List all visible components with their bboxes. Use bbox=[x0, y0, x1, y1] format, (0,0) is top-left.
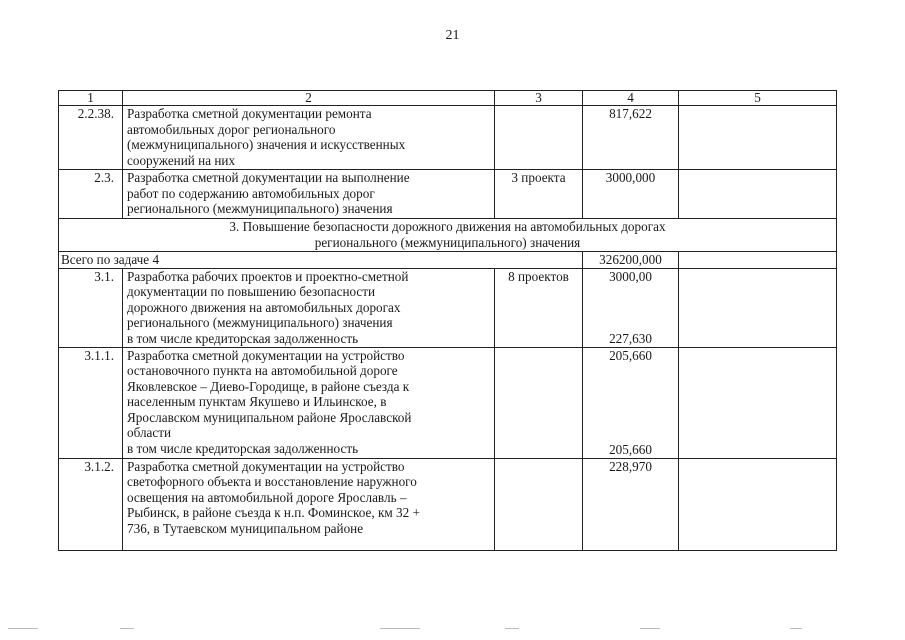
row-note bbox=[679, 170, 837, 219]
row-quantity: 3 проекта bbox=[495, 170, 583, 219]
scan-edge-marks bbox=[0, 626, 905, 632]
row-number: 3.1.1. bbox=[59, 347, 123, 458]
budget-table bbox=[58, 90, 837, 551]
amount-payables: 227,630 bbox=[609, 331, 652, 346]
amount-payables: 205,660 bbox=[609, 442, 652, 457]
row-description: Разработка сметной документации на устройство остановочного пункта на автомобильной дороге Яковлевское – Диево-Городище, в районе съезда к населенным пунктам Якушево и Ильинское, в Ярославском муниципальном районе Ярославской области в том числе кредиторская задолженность bbox=[123, 347, 495, 458]
row-note bbox=[679, 458, 837, 550]
row-description: Разработка сметной документации на выполнение работ по содержанию автомобильных дорог регионального (межмуниципального) значения bbox=[123, 170, 495, 219]
row-description: Разработка рабочих проектов и проектно-сметной документации по повышению безопасности дорожного движения на автомобильных дорогах регионального (межмуниципального) значения в том числе кредиторская задолженность bbox=[123, 268, 495, 347]
row-quantity: 8 проектов bbox=[495, 268, 583, 347]
scan-mark bbox=[790, 628, 802, 629]
row-note bbox=[679, 268, 837, 347]
row-quantity bbox=[495, 106, 583, 170]
row-quantity bbox=[495, 347, 583, 458]
row-description: Разработка сметной документации на устройство светофорного объекта и восстановление наружного освещения на автомобильной дороге Ярославль – Рыбинск, в районе съезда к н.п. Фоминское, км 32 + 736, в Тутаевском муниципальном районе bbox=[123, 458, 495, 550]
scan-mark bbox=[380, 628, 420, 629]
total-label: Всего по задаче 4 bbox=[59, 252, 583, 269]
table-row bbox=[59, 170, 837, 219]
scan-mark bbox=[640, 628, 660, 629]
column-header-2: 2 bbox=[123, 91, 495, 106]
row-description: Разработка сметной документации ремонта автомобильных дорог регионального (межмуниципального) значения и искусственных сооружений на них bbox=[123, 106, 495, 170]
row-amount: 3000,000 bbox=[583, 170, 679, 219]
row-quantity bbox=[495, 458, 583, 550]
total-row bbox=[59, 252, 837, 269]
total-amount: 326200,000 bbox=[583, 252, 679, 269]
page-number: 21 bbox=[445, 28, 460, 43]
total-note bbox=[679, 252, 837, 269]
row-amount: 817,622 bbox=[583, 106, 679, 170]
table-row bbox=[59, 106, 837, 170]
column-header-5: 5 bbox=[679, 91, 837, 106]
section-heading-row bbox=[59, 219, 837, 252]
amount-total: 3000,00 bbox=[609, 268, 652, 284]
column-header-4: 4 bbox=[583, 91, 679, 106]
scan-mark bbox=[505, 628, 519, 629]
row-amount: 228,970 bbox=[583, 458, 679, 550]
column-header-3: 3 bbox=[495, 91, 583, 106]
row-number: 3.1. bbox=[59, 268, 123, 347]
scan-mark bbox=[8, 628, 38, 629]
row-amount bbox=[583, 268, 679, 347]
table-row bbox=[59, 268, 837, 347]
column-header-1: 1 bbox=[59, 91, 123, 106]
row-note bbox=[679, 106, 837, 170]
amount-total: 205,660 bbox=[609, 347, 652, 363]
table-row bbox=[59, 458, 837, 550]
scan-mark bbox=[120, 628, 134, 629]
row-note bbox=[679, 347, 837, 458]
section-heading: 3. Повышение безопасности дорожного движения на автомобильных дорогах регионального (межмуниципального) значения bbox=[59, 219, 837, 252]
row-number: 2.3. bbox=[59, 170, 123, 219]
row-amount bbox=[583, 347, 679, 458]
row-number: 2.2.38. bbox=[59, 106, 123, 170]
table-header-row bbox=[59, 91, 837, 106]
table-row bbox=[59, 347, 837, 458]
row-number: 3.1.2. bbox=[59, 458, 123, 550]
